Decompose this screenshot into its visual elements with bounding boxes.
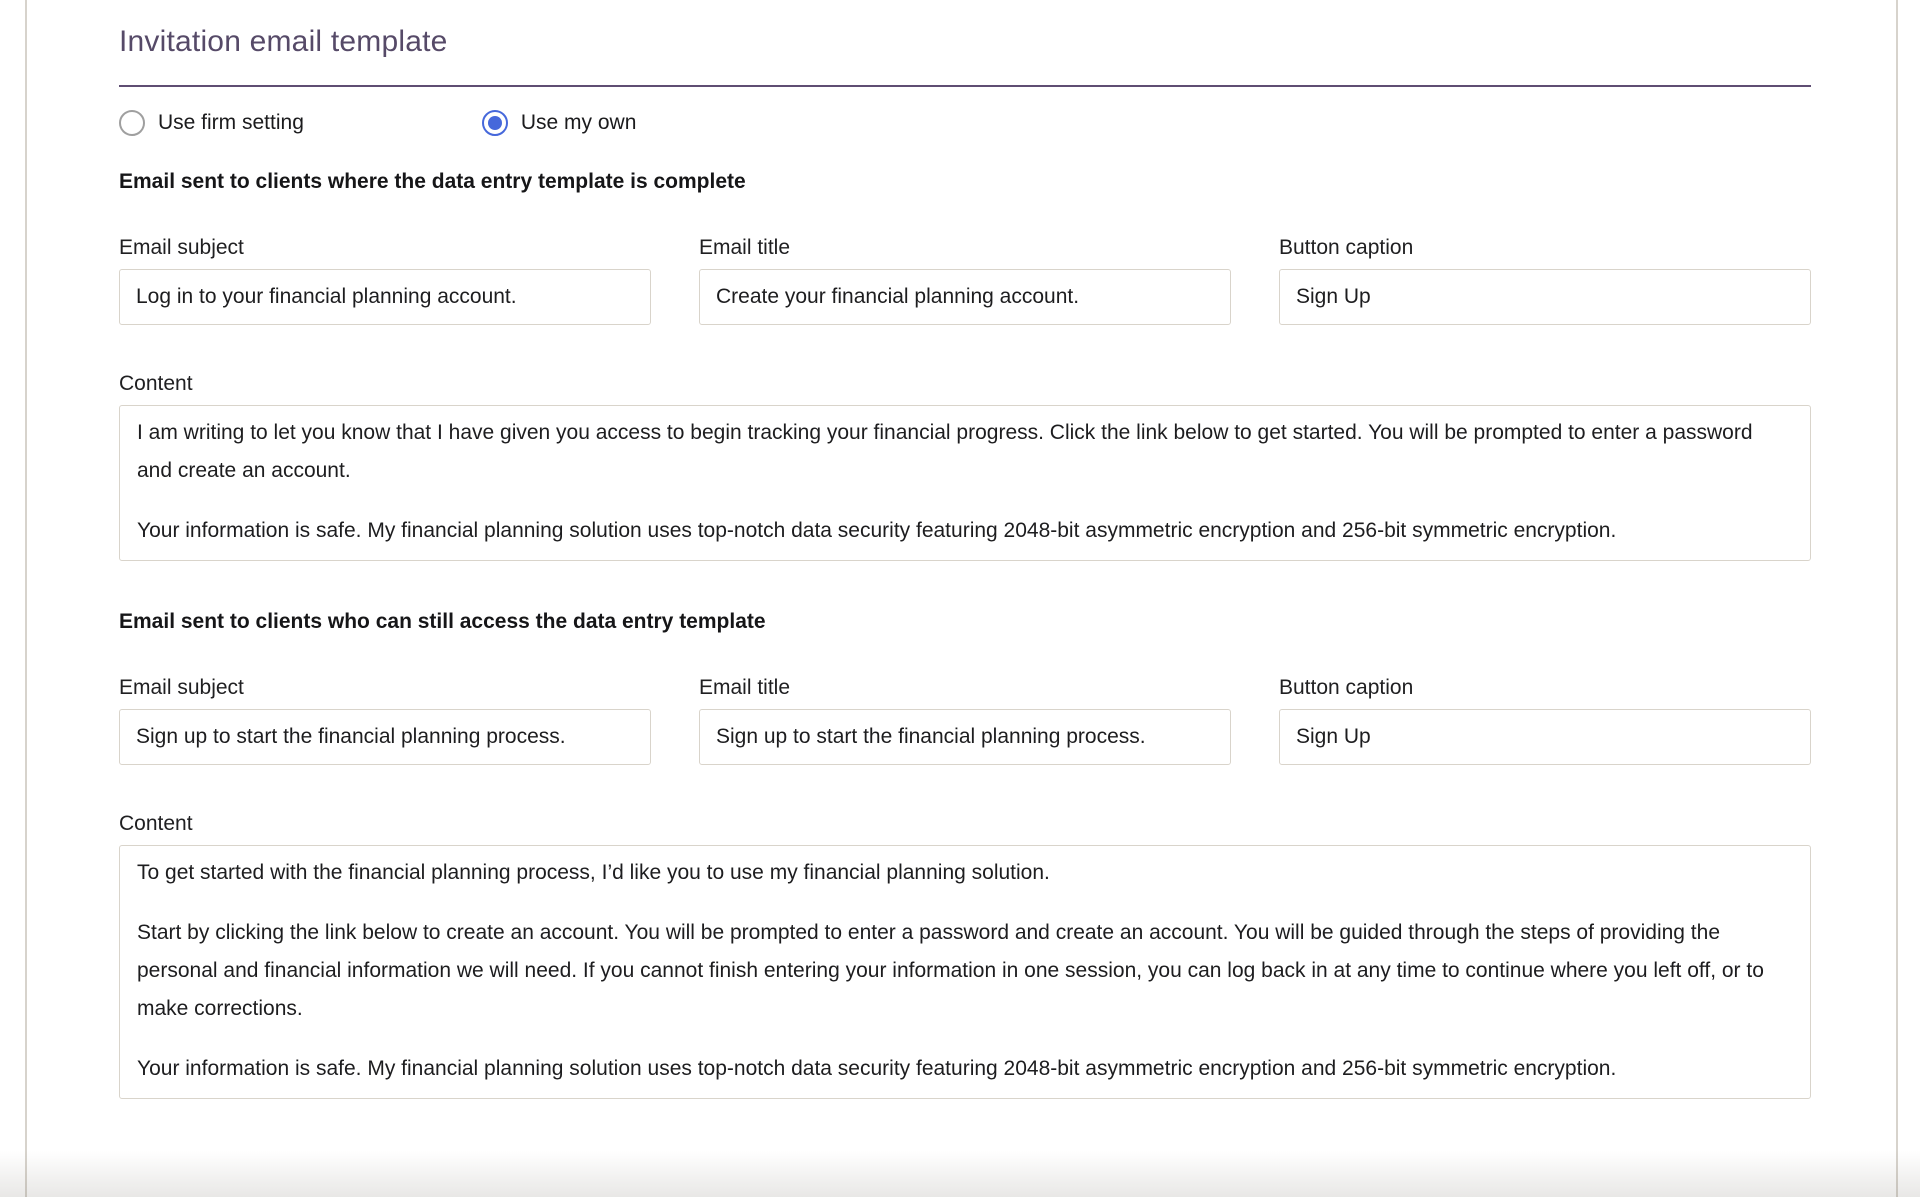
radio-unselected-icon[interactable] — [119, 110, 145, 136]
radio-selected-icon[interactable] — [482, 110, 508, 136]
email-subject-label: Email subject — [119, 236, 244, 259]
complete-button-caption-input[interactable] — [1279, 269, 1811, 325]
access-button-caption-input[interactable] — [1279, 709, 1811, 765]
section-still-access-template — [119, 609, 1811, 1099]
access-email-title-input[interactable] — [699, 709, 1231, 765]
access-email-subject-input[interactable] — [119, 709, 651, 765]
field-email-subject — [119, 235, 651, 325]
email-title-label: Email title — [699, 676, 791, 699]
email-title-label: Email title — [699, 236, 791, 259]
content-paragraph: To get started with the financial planning process, I’d like you to use my financial planning solution. — [137, 861, 1050, 884]
radio-option-use-firm-setting[interactable] — [119, 110, 304, 136]
complete-content-textarea[interactable] — [119, 405, 1811, 561]
complete-fields-row — [119, 235, 1811, 325]
complete-email-subject-input[interactable] — [119, 269, 651, 325]
field-content — [119, 811, 1811, 1099]
settings-panel — [25, 0, 1898, 1197]
field-email-title — [699, 235, 1231, 325]
content-label: Content — [119, 372, 193, 395]
content-paragraph: I am writing to let you know that I have given you access to begin tracking your financial progress. Click the link below to get started. You will be prompted to enter a password and create an account. — [137, 421, 1753, 482]
field-email-title — [699, 675, 1231, 765]
content-paragraph: Your information is safe. My financial planning solution uses top-notch data security featuring 2048-bit asymmetric encryption and 256-bit symmetric encryption. — [137, 519, 1617, 542]
radio-label: Use firm setting — [158, 111, 304, 134]
template-source-radio-group — [119, 110, 1811, 136]
radio-label: Use my own — [520, 111, 637, 134]
access-content-textarea[interactable] — [119, 845, 1811, 1099]
section-heading: Email sent to clients where the data entry template is complete — [119, 170, 746, 193]
radio-option-use-my-own[interactable] — [482, 110, 637, 136]
field-email-subject — [119, 675, 651, 765]
content-paragraph: Start by clicking the link below to create an account. You will be prompted to enter a password and create an account. You will be guided through the steps of providing the personal and financial information we will need. If you cannot finish entering your information in one session, you can log back in at any time to continue where you left off, or to make corrections. — [137, 921, 1764, 1020]
field-content — [119, 371, 1811, 561]
access-fields-row — [119, 675, 1811, 765]
invitation-email-template-content — [27, 0, 1896, 1099]
button-caption-label: Button caption — [1279, 236, 1414, 259]
section-heading: Email sent to clients who can still access the data entry template — [119, 610, 766, 633]
content-paragraph: Your information is safe. My financial planning solution uses top-notch data security featuring 2048-bit asymmetric encryption and 256-bit symmetric encryption. — [137, 1057, 1617, 1080]
section-complete-template — [119, 169, 1811, 561]
page-title: Invitation email template — [119, 25, 448, 58]
field-button-caption — [1279, 675, 1811, 765]
content-label: Content — [119, 812, 193, 835]
complete-email-title-input[interactable] — [699, 269, 1231, 325]
button-caption-label: Button caption — [1279, 676, 1414, 699]
field-button-caption — [1279, 235, 1811, 325]
email-subject-label: Email subject — [119, 676, 244, 699]
title-divider — [119, 85, 1811, 87]
